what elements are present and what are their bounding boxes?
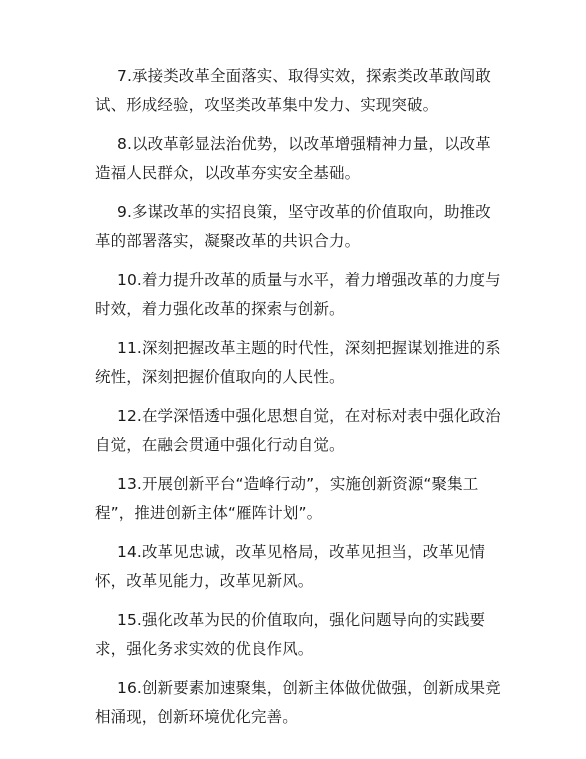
list-item	[95, 606, 505, 664]
list-item	[95, 334, 505, 392]
item-text: 开展创新平台“造峰行动”，实施创新资源“聚集工程”，推进创新主体“雁阵计划”。	[95, 475, 479, 522]
item-number: 8.	[117, 135, 132, 153]
list-item	[95, 538, 505, 596]
item-number: 16.	[117, 679, 142, 697]
item-number: 10.	[117, 271, 142, 289]
item-text: 创新要素加速聚集，创新主体做优做强，创新成果竞相涌现，创新环境优化完善。	[95, 679, 501, 726]
list-item	[95, 674, 505, 732]
list-item	[95, 266, 505, 324]
item-number: 7.	[117, 67, 132, 85]
item-number: 13.	[117, 475, 142, 493]
item-number: 15.	[117, 611, 142, 629]
item-text: 在学深悟透中强化思想自觉，在对标对表中强化政治自觉，在融会贯通中强化行动自觉。	[95, 407, 501, 454]
item-number: 9.	[117, 203, 132, 221]
item-text: 以改革彰显法治优势，以改革增强精神力量，以改革造福人民群众，以改革夯实安全基础。	[95, 135, 491, 182]
item-text: 多谋改革的实招良策，坚守改革的价值取向，助推改革的部署落实，凝聚改革的共识合力。	[95, 203, 491, 250]
list-item	[95, 402, 505, 460]
list-item	[95, 470, 505, 528]
item-number: 14.	[117, 543, 142, 561]
list-item	[95, 198, 505, 256]
list-item	[95, 130, 505, 188]
item-text: 强化改革为民的价值取向，强化问题导向的实践要求，强化务求实效的优良作风。	[95, 611, 486, 658]
item-number: 11.	[117, 339, 142, 357]
list-item	[95, 62, 505, 120]
item-text: 着力提升改革的质量与水平，着力增强改革的力度与时效，着力强化改革的探索与创新。	[95, 271, 501, 318]
item-text: 改革见忠诚，改革见格局，改革见担当，改革见情怀，改革见能力，改革见新风。	[95, 543, 486, 590]
item-number: 12.	[117, 407, 142, 425]
item-text: 深刻把握改革主题的时代性，深刻把握谋划推进的系统性，深刻把握价值取向的人民性。	[95, 339, 501, 386]
item-text: 承接类改革全面落实、取得实效，探索类改革敢闯敢试、形成经验，攻坚类改革集中发力、实现突破。	[95, 67, 491, 114]
numbered-list	[95, 62, 505, 742]
